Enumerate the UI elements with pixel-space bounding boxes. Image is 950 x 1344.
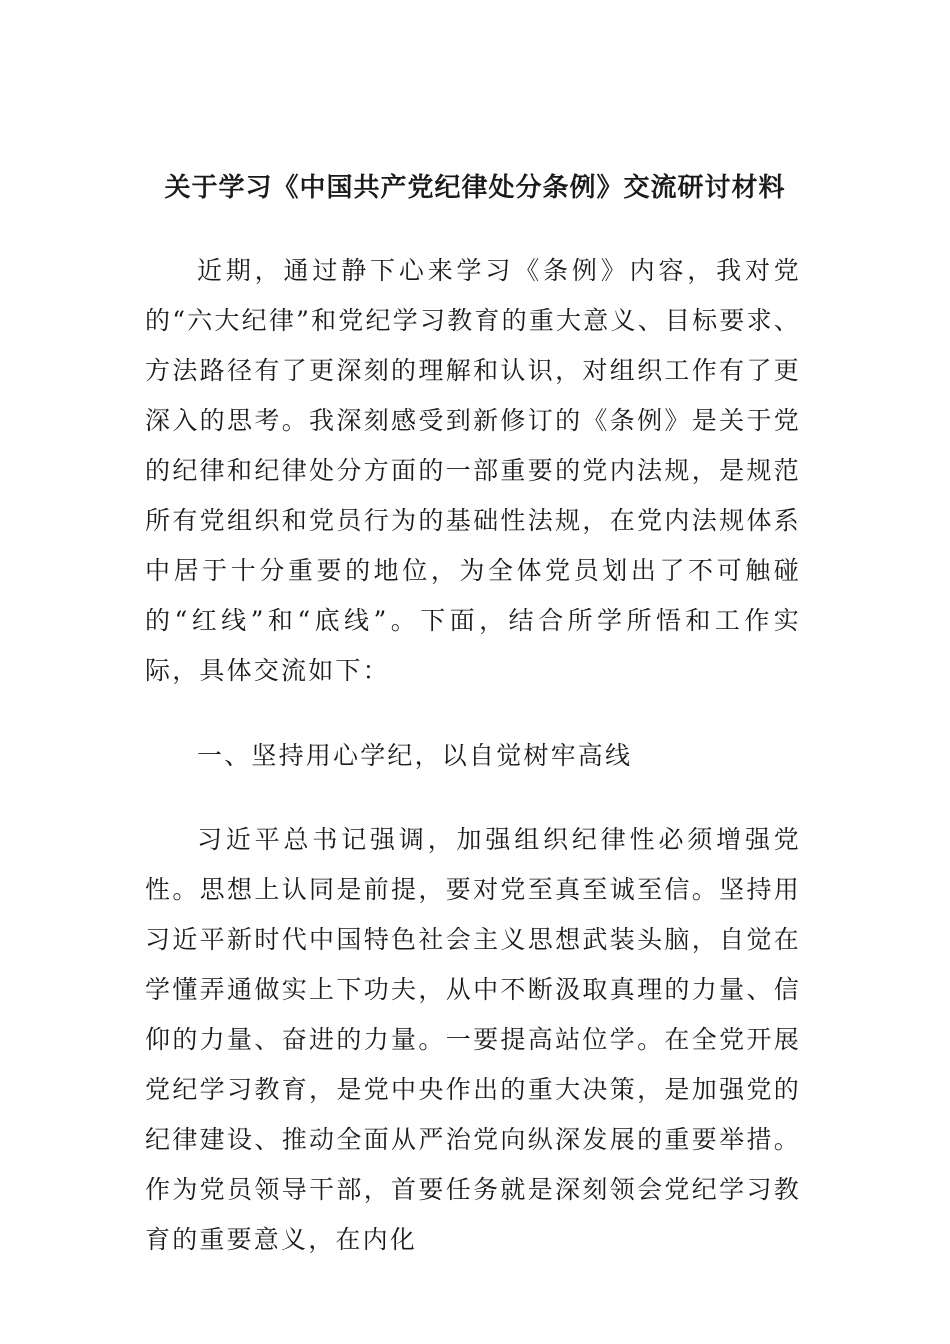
section-heading: 一、坚持用心学纪，以自觉树牢高线 <box>197 741 633 770</box>
intro-paragraph: 近期，通过静下心来学习《条例》内容，我对党的“六大纪律”和党纪学习教育的重大意义、目标要求、方法路径有了更深刻的理解和认识，对组织工作有了更深入的思考。我深刻感受到新修订的《条例》是关于党的纪律和纪律处分方面的一部重要的党内法规，是规范所有党组织和党员行为的基础性法规，在党内法规体系中居于十分重要的地位，为全体党员划出了不可触碰的“红线”和“底线”。下面，结合所学所悟和工作实际，具体交流如下： <box>145 256 801 685</box>
body-paragraph: 习近平总书记强调，加强组织纪律性必须增强党性。思想上认同是前提，要对党至真至诚至信。坚持用习近平新时代中国特色社会主义思想武装头脑，自觉在学懂弄通做实上下功夫，从中不断汲取真理的力量、信仰的力量、奋进的力量。一要提高站位学。在全党开展党纪学习教育，是党中央作出的重大决策，是加强党的纪律建设、推动全面从严治党向纵深发展的重要举措。作为党员领导干部，首要任务就是深刻领会党纪学习教育的重要意义，在内化 <box>145 825 801 1254</box>
document-title: 关于学习《中国共产党纪律处分条例》交流研讨材料 <box>164 173 786 203</box>
